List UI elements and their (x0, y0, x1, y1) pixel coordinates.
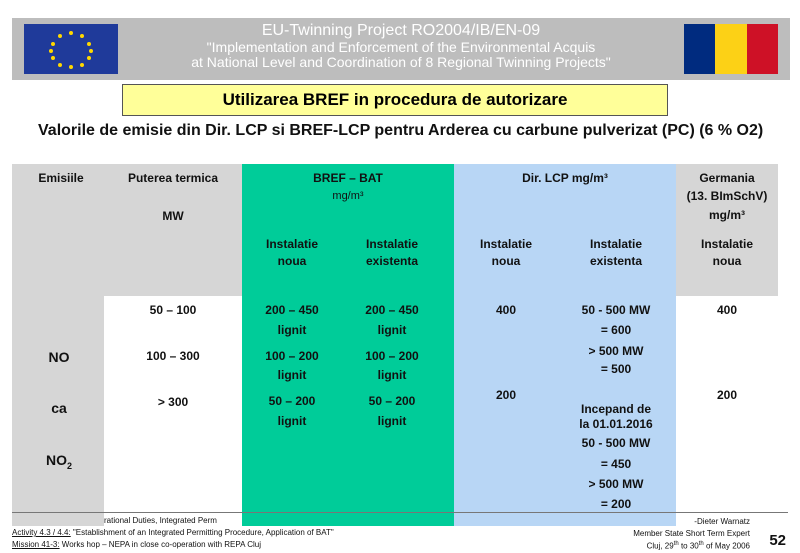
row-label-ca: ca (51, 400, 67, 416)
gray-emisiile-col (12, 164, 104, 526)
row2-bref-exist-fuel: lignit (377, 368, 407, 382)
row3-power: > 300 (157, 395, 189, 409)
page-number: 52 (769, 532, 786, 549)
row3-lcp-exist-1: Incepand de (580, 402, 651, 416)
header-lcp-existenta: Instalatie existenta (589, 237, 643, 268)
subtitle-line-1: "Implementation and Enforcement of the Environmental Acquis (206, 39, 596, 55)
footer-activity-text: "Establishment of an Integrated Permitting Procedure, Application of BAT" (70, 528, 334, 537)
footer-left-1: rational Duties, Integrated Perm (104, 516, 217, 525)
footer-mission (12, 540, 261, 549)
eu-flag-icon (24, 24, 118, 74)
row1-lcp-new: 400 (495, 303, 517, 317)
row1-bref-exist-fuel: lignit (377, 323, 407, 337)
row3-lcp-exist-4: = 450 (600, 457, 632, 471)
footer-right-2: Member State Short Term Expert (633, 529, 750, 538)
row3-bref-exist-fuel: lignit (377, 414, 407, 428)
footer-activity (12, 528, 334, 537)
header-bref-unit: mg/m³ (332, 190, 364, 202)
row2-bref-new-fuel: lignit (277, 368, 307, 382)
footer-right-3: Cluj, 29th to 30th of May 2006 (646, 541, 750, 551)
row3-lcp-exist-2: la 01.01.2016 (579, 417, 653, 431)
footer-mission-label: Mission 41-3: (12, 540, 60, 549)
topic-box: Utilizarea BREF in procedura de autorizare (122, 84, 668, 116)
row3-bref-exist: 50 – 200 (368, 394, 416, 408)
row3-bref-new: 50 – 200 (268, 394, 316, 408)
row3-lcp-new: 200 (495, 388, 517, 402)
row2-bref-exist: 100 – 200 (365, 349, 419, 363)
header-germania: Germania (699, 171, 755, 185)
row3-germany: 200 (716, 388, 738, 402)
row1-germany: 400 (716, 303, 738, 317)
header-lcp-noua: Instalatie noua (479, 237, 533, 268)
footer-right-1: -Dieter Warnatz (694, 517, 750, 526)
row2-bref-new: 100 – 200 (265, 349, 319, 363)
row-label-no: NO (48, 349, 70, 365)
slide-heading: Valorile de emisie din Dir. LCP si BREF-LCP pentru Arderea cu carbune pulverizat (PC) (6 % O2) (38, 122, 764, 139)
header-bref-noua: Instalatie noua (265, 237, 319, 268)
row2-lcp-exist-2: = 500 (600, 362, 632, 376)
header-germania-2: (13. BImSchV) (686, 189, 768, 203)
row1-bref-new-fuel: lignit (277, 323, 307, 337)
header-puterea: Puterea termica (127, 171, 219, 185)
row1-lcp-exist-1: 50 - 500 MW (581, 303, 651, 317)
row1-lcp-exist-2: = 600 (600, 323, 632, 337)
row1-bref-exist: 200 – 450 (365, 303, 419, 317)
footer-divider (12, 512, 788, 513)
header-germania-unit: mg/m³ (709, 208, 745, 222)
header-emisiile: Emisiile (38, 171, 84, 185)
header-puterea-unit: MW (162, 209, 184, 223)
row-label-no2: $NO_2$ (45, 452, 72, 471)
row2-power: 100 – 300 (146, 349, 200, 363)
header-bref-existenta: Instalatie existenta (365, 237, 419, 268)
row3-lcp-exist-6: = 200 (600, 497, 632, 511)
header-germania-noua: Instalatie noua (700, 237, 754, 268)
header-bref: BREF – BAT (313, 171, 383, 185)
subtitle-line-2: at National Level and Coordination of 8 Regional Twinning Projects" (191, 54, 611, 70)
header-banner (12, 18, 790, 80)
header-lcp: Dir. LCP mg/m³ (522, 171, 608, 185)
project-subtitle (132, 40, 670, 70)
row3-lcp-exist-3: 50 - 500 MW (581, 436, 651, 450)
row3-lcp-exist-5: > 500 MW (588, 477, 644, 491)
footer-activity-label: Activity 4.3 / 4.4: (12, 528, 71, 537)
row2-lcp-exist-1: > 500 MW (588, 344, 644, 358)
project-title: EU-Twinning Project RO2004/IB/EN-09 (261, 22, 541, 39)
row1-power: 50 – 100 (149, 303, 197, 317)
row3-bref-new-fuel: lignit (277, 414, 307, 428)
row1-bref-new: 200 – 450 (265, 303, 319, 317)
bref-column-bg (242, 164, 454, 526)
footer-mission-text: Works hop – NEPA in close co-operation with REPA Cluj (59, 540, 262, 549)
romania-flag-icon (684, 24, 778, 74)
